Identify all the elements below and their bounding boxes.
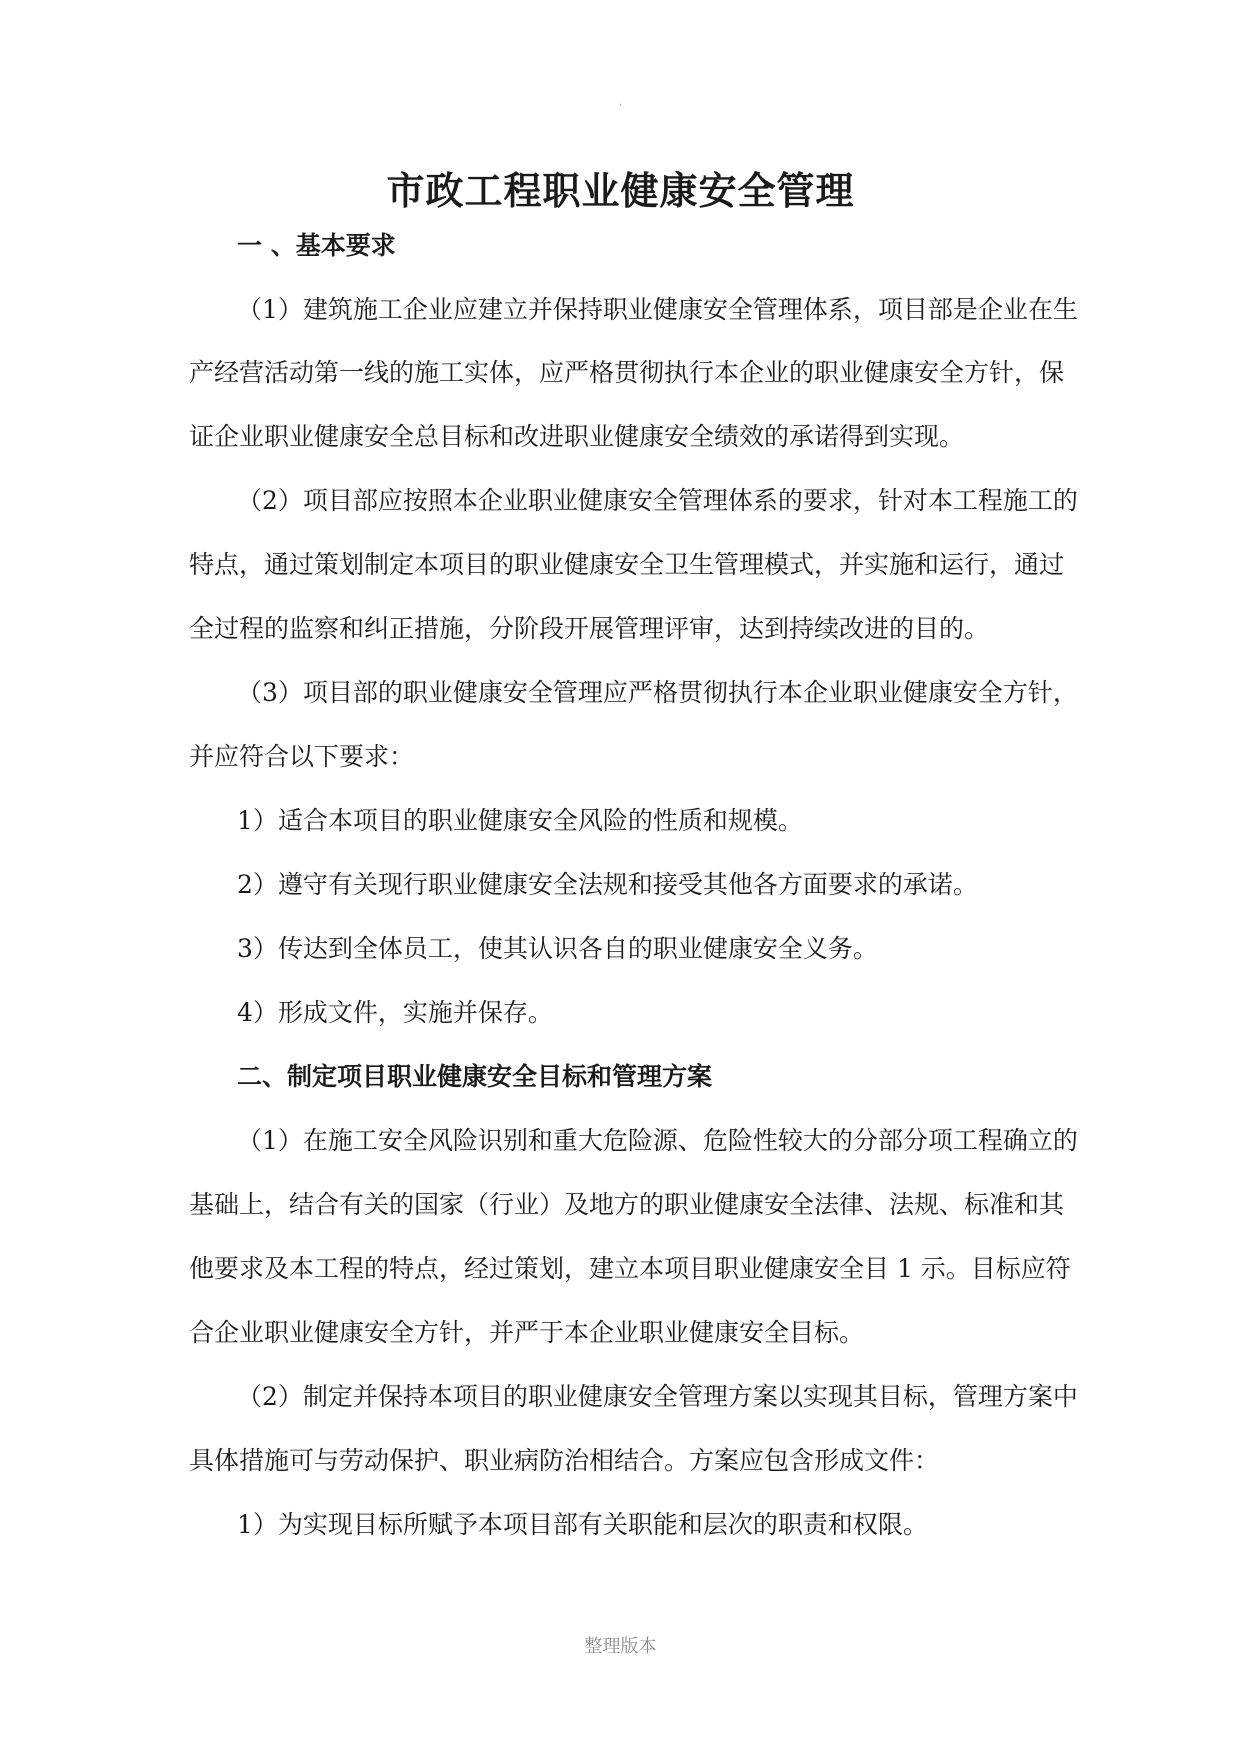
- paragraph-line: 并应符合以下要求：: [189, 742, 415, 771]
- paragraph-line: （1）在施工安全风险识别和重大危险源、危险性较大的分部分项工程确立的: [237, 1126, 1078, 1155]
- list-item: 1）为实现目标所赋予本项目部有关职能和层次的职责和权限。: [237, 1510, 928, 1539]
- paragraph-line: 特点，通过策划制定本项目的职业健康安全卫生管理模式，并实施和运行，通过: [189, 550, 1065, 579]
- paragraph-line: 产经营活动第一线的施工实体，应严格贯彻执行本企业的职业健康安全方针，保: [189, 358, 1065, 387]
- paragraph-line: 证企业职业健康安全总目标和改进职业健康安全绩效的承诺得到实现。: [189, 422, 965, 451]
- paragraph-line: 基础上，结合有关的国家（行业）及地方的职业健康安全法律、法规、标准和其: [189, 1190, 1065, 1219]
- paragraph-line: （2）项目部应按照本企业职业健康安全管理体系的要求，针对本工程施工的: [237, 486, 1078, 515]
- list-item: 3）传达到全体员工，使其认识各自的职业健康安全义务。: [237, 934, 878, 963]
- document-title: 市政工程职业健康安全管理: [386, 168, 855, 213]
- page-footer: 整理版本: [584, 1636, 657, 1657]
- list-item: 1）适合本项目的职业健康安全风险的性质和规模。: [237, 806, 803, 835]
- paragraph-line: 全过程的监察和纠正措施，分阶段开展管理评审，达到持续改进的目的。: [189, 614, 990, 643]
- paragraph-line: （2）制定并保持本项目的职业健康安全管理方案以实现其目标，管理方案中: [237, 1382, 1078, 1411]
- list-item: 2）遵守有关现行职业健康安全法规和接受其他各方面要求的承诺。: [237, 870, 978, 899]
- paragraph-line: 具体措施可与劳动保护、职业病防治相结合。方案应包含形成文件：: [189, 1446, 940, 1475]
- paragraph-line: （1）建筑施工企业应建立并保持职业健康安全管理体系，项目部是企业在生: [237, 295, 1078, 324]
- list-item: 4）形成文件，实施并保存。: [237, 998, 553, 1027]
- section-heading-2: 二、制定项目职业健康安全目标和管理方案: [237, 1062, 713, 1091]
- page-dot: ·: [619, 100, 623, 111]
- section-heading-1: 一 、基本要求: [237, 231, 396, 260]
- paragraph-line: 他要求及本工程的特点，经过策划，建立本项目职业健康安全目 1 示。目标应符: [189, 1254, 1071, 1283]
- paragraph-line: 合企业职业健康安全方针，并严于本企业职业健康安全目标。: [189, 1318, 865, 1347]
- paragraph-line: （3）项目部的职业健康安全管理应严格贯彻执行本企业职业健康安全方针，: [237, 678, 1078, 707]
